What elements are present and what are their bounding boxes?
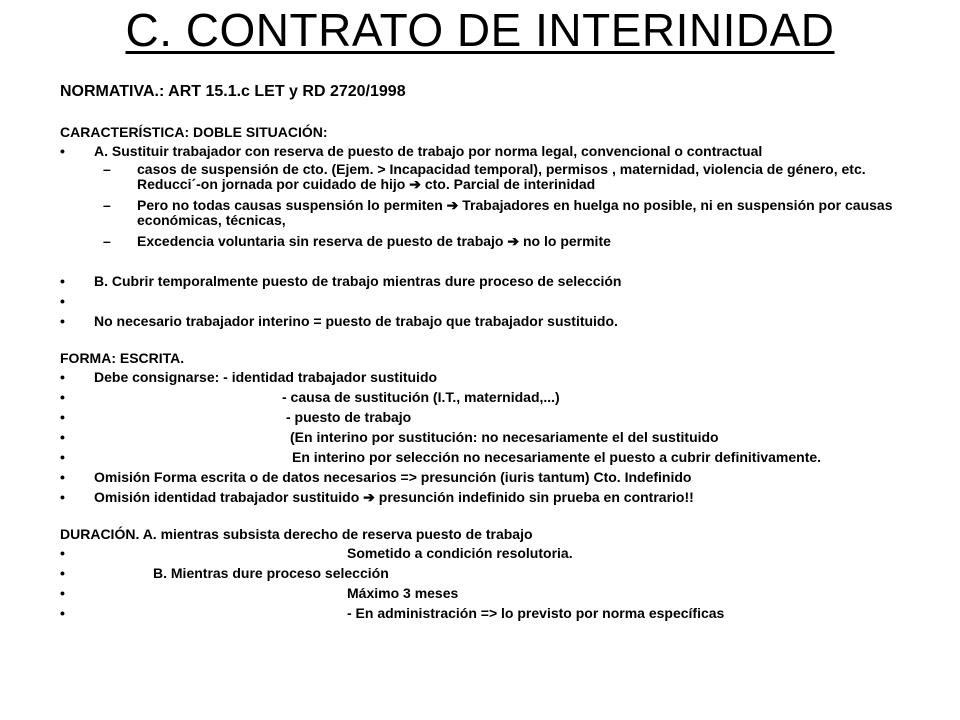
caracteristica-heading: CARACTERÍSTICA: DOBLE SITUACIÓN: — [60, 124, 328, 140]
list-item — [60, 162, 900, 192]
list-item — [60, 272, 900, 291]
item-text: - causa de sustitución (I.T., maternidad,...) — [282, 389, 560, 405]
item-text: cto. Parcial de interinidad — [420, 176, 596, 192]
slide-content — [60, 82, 900, 624]
item-text: B. Mientras dure proceso selección — [153, 565, 389, 581]
duracion-list — [60, 544, 900, 623]
item-text: No necesario trabajador interino = puesto de trabajo que trabajador sustituido. — [94, 313, 618, 329]
normativa-line: NORMATIVA.: ART 15.1.c LET y RD 2720/1998 — [60, 83, 406, 100]
item-text: Excedencia voluntaria sin reserva de puesto de trabajo — [137, 233, 508, 249]
forma-heading: FORMA: ESCRITA. — [60, 350, 185, 366]
item-text: Máximo 3 meses — [347, 585, 459, 601]
item-text: Omisión identidad trabajador sustituido — [94, 489, 364, 505]
list-item — [60, 292, 900, 311]
item-text: (En interino por sustitución: no necesariamente el del sustituido — [290, 429, 719, 445]
item-text: no lo permite — [519, 233, 611, 249]
duracion-heading: DURACIÓN. A. mientras subsista derecho de reserva puesto de trabajo — [60, 526, 533, 542]
item-text: B. Cubrir temporalmente puesto de trabajo mientras dure proceso de selección — [94, 273, 622, 289]
list-item — [60, 368, 900, 387]
list-item — [60, 488, 900, 507]
list-item — [60, 544, 900, 563]
item-text: En interino por selección no necesariamente el puesto a cubrir definitivamente. — [292, 449, 822, 465]
caracteristica-list-b — [60, 272, 900, 331]
item-text: Omisión Forma escrita o de datos necesarios => presunción (iuris tantum) Cto. Indefinido — [94, 469, 692, 485]
slide-title: C. CONTRATO DE INTERINIDAD — [125, 4, 835, 56]
list-item — [60, 564, 900, 583]
list-item — [60, 142, 900, 161]
item-text: - puesto de trabajo — [286, 409, 412, 425]
list-item — [60, 604, 900, 623]
list-item — [60, 234, 900, 249]
list-item — [60, 448, 900, 467]
item-text: casos de suspensión de cto. (Ejem. > Incapacidad temporal), permisos , maternidad, violencia de género, etc. Reducci´-on jornada por cuidado de hijo — [137, 161, 866, 192]
arrow-right-icon: ➔ — [363, 489, 375, 505]
list-item — [60, 468, 900, 487]
caracteristica-list — [60, 142, 900, 249]
arrow-right-icon: ➔ — [409, 176, 421, 192]
arrow-right-icon: ➔ — [507, 233, 520, 249]
list-item — [60, 428, 900, 447]
list-item — [60, 312, 900, 331]
arrow-right-icon: ➔ — [446, 197, 459, 213]
item-text: presunción indefinido sin prueba en contrario!! — [374, 489, 694, 505]
forma-list — [60, 368, 900, 507]
item-text: - En administración => lo previsto por norma específicas — [347, 605, 725, 621]
item-text: Pero no todas causas suspensión lo permiten — [137, 197, 447, 213]
list-item — [60, 584, 900, 603]
item-text: Trabajadores en huelga no posible, ni en suspensión por causas económicas, técnicas, — [137, 197, 893, 228]
list-item — [60, 388, 900, 407]
list-item — [60, 198, 900, 228]
item-text: Sometido a condición resolutoria. — [347, 545, 573, 561]
item-text: Debe consignarse: - identidad trabajador sustituido — [94, 369, 438, 385]
item-text: A. Sustituir trabajador con reserva de puesto de trabajo por norma legal, convencional o contractual — [94, 143, 763, 159]
list-item — [60, 408, 900, 427]
